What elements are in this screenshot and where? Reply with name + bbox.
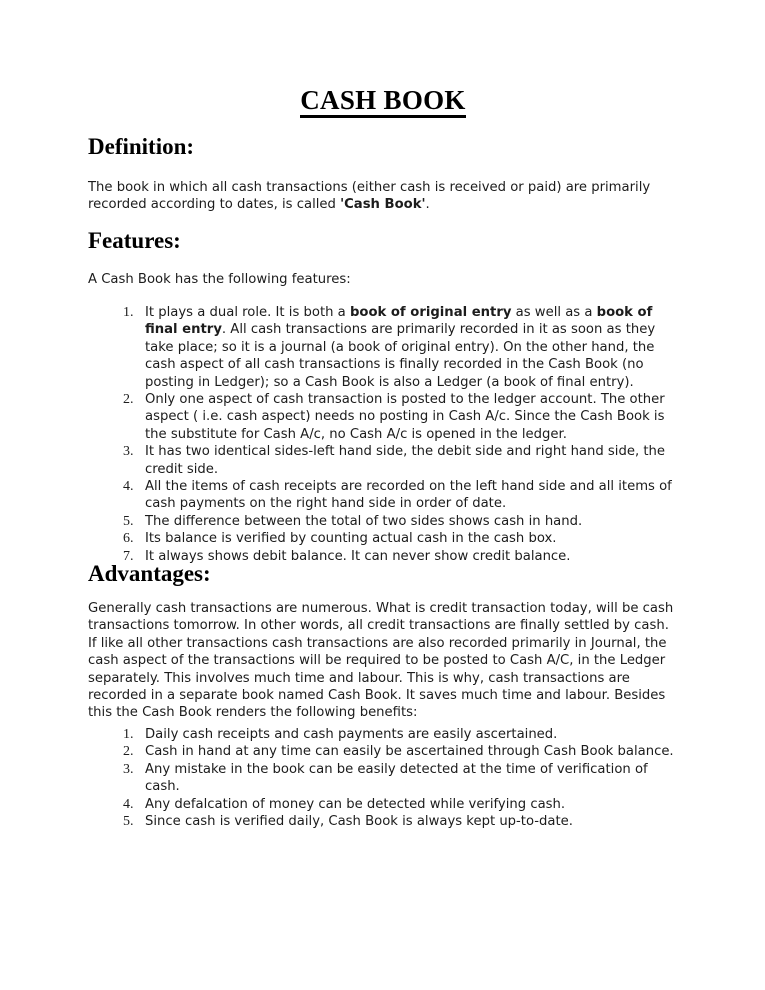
- definition-paragraph-suffix: .: [425, 197, 430, 213]
- definition-paragraph-prefix: The book in which all cash transactions (either cash is received or paid) are primarily recorded according to dates, is called: [88, 180, 651, 213]
- list-item: 1. Daily cash receipts and cash payments are easily ascertained.: [137, 726, 678, 743]
- list-item: 4. Any defalcation of money can be detected while verifying cash.: [137, 796, 678, 813]
- section-features-heading-wrap: [88, 228, 678, 253]
- advantages-list: [88, 726, 678, 830]
- features-item-1-part2: as well as a: [511, 305, 597, 320]
- list-item: 5. Since cash is verified daily, Cash Book is always kept up-to-date.: [137, 813, 678, 830]
- section-advantages-heading-wrap: [88, 561, 678, 586]
- features-item-1-bold1: book of original entry: [349, 305, 512, 320]
- page-title-text: CASH BOOK: [300, 86, 465, 118]
- features-item-1-part1: It plays a dual role. It is both a: [145, 305, 350, 320]
- section-advantages-list-wrap: [88, 726, 678, 830]
- list-item: 3. It has two identical sides-left hand side, the debit side and right hand side, the credit side.: [137, 443, 678, 478]
- section-features-list-wrap: [88, 304, 678, 565]
- features-item-1-bold2: book of final entry: [145, 305, 653, 338]
- list-item: 5. The difference between the total of two sides shows cash in hand.: [137, 513, 678, 530]
- definition-paragraph: [88, 179, 678, 214]
- section-definition-heading-wrap: [88, 134, 678, 159]
- list-item: 6. Its balance is verified by counting actual cash in the cash box.: [137, 530, 678, 547]
- section-definition-body-wrap: [88, 179, 678, 214]
- section-advantages-body-wrap: [88, 600, 678, 722]
- list-item: 2. Cash in hand at any time can easily be ascertained through Cash Book balance.: [137, 743, 678, 760]
- list-item: 3. Any mistake in the book can be easily detected at the time of verification of cash.: [137, 761, 678, 796]
- list-item: [137, 304, 678, 391]
- section-heading-definition: Definition:: [88, 134, 195, 159]
- list-item: 7. It always shows debit balance. It can never show credit balance.: [137, 548, 678, 565]
- definition-paragraph-bold: 'Cash Book': [340, 197, 426, 213]
- section-heading-features: Features:: [88, 228, 181, 253]
- section-heading-advantages: Advantages:: [88, 561, 211, 586]
- list-item: 4. All the items of cash receipts are recorded on the left hand side and all items of cash payments on the right hand side in order of date.: [137, 478, 678, 513]
- advantages-paragraph: Generally cash transactions are numerous. What is credit transaction today, will be cash transactions tomorrow. In other words, all credit transactions are finally settled by cash. If like all other transactions cash transactions are also recorded primarily in Journal, the cash aspect of the transactions will be required to be posted to Cash A/C, in the Ledger separately. This involves much time and labour. This is why, cash transactions are recorded in a separate book named Cash Book. It saves much time and labour. Besides this the Cash Book renders the following benefits:: [88, 601, 674, 721]
- page-title: [88, 85, 678, 118]
- features-item-1-part3: . All cash transactions are primarily recorded in it as soon as they take place; so it is a journal (a book of original entry). On the other hand, the cash aspect of all cash transactions is finally recorded in the Cash Book (no posting in Ledger); so a Cash Book is also a Ledger (a book of final entry).: [145, 322, 656, 390]
- list-item: 2. Only one aspect of cash transaction is posted to the ledger account. The other aspect ( i.e. cash aspect) needs no posting in Cash A/c. Since the Cash Book is the substitute for Cash A/c, no Cash A/c is opened in the ledger.: [137, 391, 678, 443]
- section-features-intro-wrap: [88, 271, 678, 288]
- features-list: [88, 304, 678, 565]
- features-intro-paragraph: A Cash Book has the following features:: [88, 272, 351, 287]
